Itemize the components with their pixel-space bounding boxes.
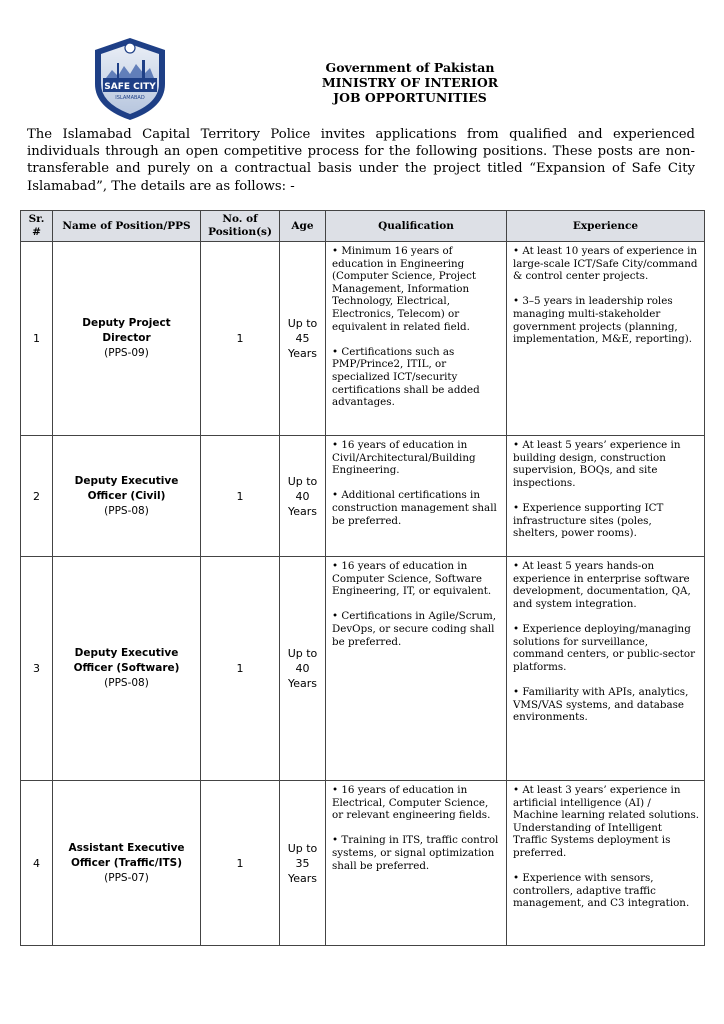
position-title: Assistant Executive Officer (Traffic/ITS) — [68, 841, 185, 869]
qualification-item: • Training in ITS, traffic control systems, or signal optimization shall be preferred. — [332, 834, 499, 872]
age-value: 40 — [295, 489, 310, 503]
age-prefix: Up to — [287, 474, 318, 488]
row-sr: 4 — [21, 781, 53, 946]
age-suffix: Years — [287, 347, 318, 360]
row-experience — [507, 781, 705, 946]
table-row — [21, 557, 705, 781]
row-qualification — [326, 436, 507, 557]
row-position — [53, 242, 201, 436]
qualification-item: • 16 years of education in Computer Science, Software Engineering, IT, or equivalent. — [332, 560, 492, 598]
experience-item: • Experience with sensors, controllers, adaptive traffic management, and C3 integration. — [513, 872, 690, 910]
row-qualification — [326, 242, 507, 436]
safe-city-logo — [92, 36, 168, 122]
table-row — [21, 781, 705, 946]
row-experience — [507, 436, 705, 557]
row-age — [280, 781, 326, 946]
position-title: Deputy Executive Officer (Civil) — [74, 474, 179, 502]
experience-item: • Experience supporting ICT infrastructure sites (poles, shelters, power rooms). — [513, 501, 664, 540]
logo-text: SAFE CITY — [104, 82, 156, 92]
row-age — [280, 436, 326, 557]
row-qualification — [326, 781, 507, 946]
intro-paragraph: The Islamabad Capital Territory Police invites applications from qualified and experienced individuals through an open competitive process for the following positions. These posts are non-transferable and purely on a contractual basis under the project titled “Expansion of Safe City Islamabad”, The details are as follows: - — [27, 127, 695, 194]
header-ministry: MINISTRY OF INTERIOR — [321, 75, 499, 90]
row-count: 1 — [201, 781, 280, 946]
position-pps: (PPS-08) — [104, 504, 149, 517]
row-count: 1 — [201, 242, 280, 436]
header-count: No. of Position(s) — [201, 211, 280, 242]
age-prefix: Up to — [287, 841, 318, 855]
logo-subtext: ISLAMABAD — [115, 95, 145, 101]
experience-item: • At least 5 years hands-on experience in enterprise software development, documentation, QA, and system integration. — [513, 560, 691, 610]
table-row — [21, 436, 705, 557]
position-title: Deputy Project Director — [82, 317, 171, 344]
row-age — [280, 242, 326, 436]
table-row — [21, 242, 705, 436]
row-sr: 1 — [21, 242, 53, 436]
row-sr: 3 — [21, 557, 53, 781]
row-experience — [507, 242, 705, 436]
table-header-row — [21, 211, 705, 242]
header-age: Age — [280, 211, 326, 242]
qualification-item: • Minimum 16 years of education in Engineering (Computer Science, Project Management, Information Technology, Electrical, Electronics, Telecom) or equivalent in related field. — [332, 245, 476, 333]
experience-item: • At least 5 years’ experience in building design, construction supervision, BOQs, and site inspections. — [513, 439, 681, 489]
age-suffix: Years — [287, 677, 318, 690]
age-suffix: Years — [287, 504, 318, 518]
position-title: Deputy Executive Officer (Software) — [73, 647, 180, 674]
row-count: 1 — [201, 557, 280, 781]
header-name: Name of Position/PPS — [53, 211, 201, 242]
experience-item: • Familiarity with APIs, analytics, VMS/VAS systems, and database environments. — [513, 685, 689, 724]
experience-item: • Experience deploying/managing solutions for surveillance, command centers, or public-sector platforms. — [513, 622, 696, 673]
row-age — [280, 557, 326, 781]
row-position — [53, 436, 201, 557]
age-value: 35 — [295, 856, 310, 870]
position-pps: (PPS-08) — [104, 677, 149, 689]
qualification-item: • 16 years of education in Civil/Architectural/Building Engineering. — [332, 439, 476, 477]
experience-item: • 3–5 years in leadership roles managing multi-stakeholder government projects (planning, implementation, M&E, reporting). — [513, 295, 693, 346]
age-suffix: Years — [287, 871, 318, 885]
row-position — [53, 781, 201, 946]
age-value: 45 — [295, 332, 310, 345]
header-government: Government of Pakistan — [325, 60, 495, 75]
row-experience — [507, 557, 705, 781]
age-prefix: Up to — [287, 647, 318, 660]
row-sr: 2 — [21, 436, 53, 557]
header-title: JOB OPPORTUNITIES — [333, 90, 487, 105]
document-header — [260, 60, 560, 105]
header-sr: Sr. # — [21, 211, 53, 242]
header-qualification: Qualification — [326, 211, 507, 242]
row-qualification — [326, 557, 507, 781]
position-pps: (PPS-09) — [104, 347, 149, 359]
age-value: 40 — [295, 662, 310, 675]
row-position — [53, 557, 201, 781]
qualification-item: • Certifications such as PMP/Prince2, ITIL, or specialized ICT/security certifications shall be added advantages. — [332, 345, 480, 409]
row-count: 1 — [201, 436, 280, 557]
age-prefix: Up to — [287, 317, 318, 330]
qualification-item: • Additional certifications in construction management shall be preferred. — [332, 489, 497, 527]
experience-item: • At least 3 years’ experience in artificial intelligence (AI) / Machine learning related solutions. Understanding of Intelligent Traffic Systems deployment is preferred. — [513, 784, 700, 859]
positions-table — [20, 210, 705, 946]
header-experience: Experience — [507, 211, 705, 242]
qualification-item: • Certifications in Agile/Scrum, DevOps, or secure coding shall be preferred. — [332, 610, 497, 648]
position-pps: (PPS-07) — [104, 871, 149, 884]
experience-item: • At least 10 years of experience in large-scale ICT/Safe City/command & control center projects. — [513, 245, 698, 283]
qualification-item: • 16 years of education in Electrical, Computer Science, or relevant engineering fields. — [332, 784, 491, 822]
